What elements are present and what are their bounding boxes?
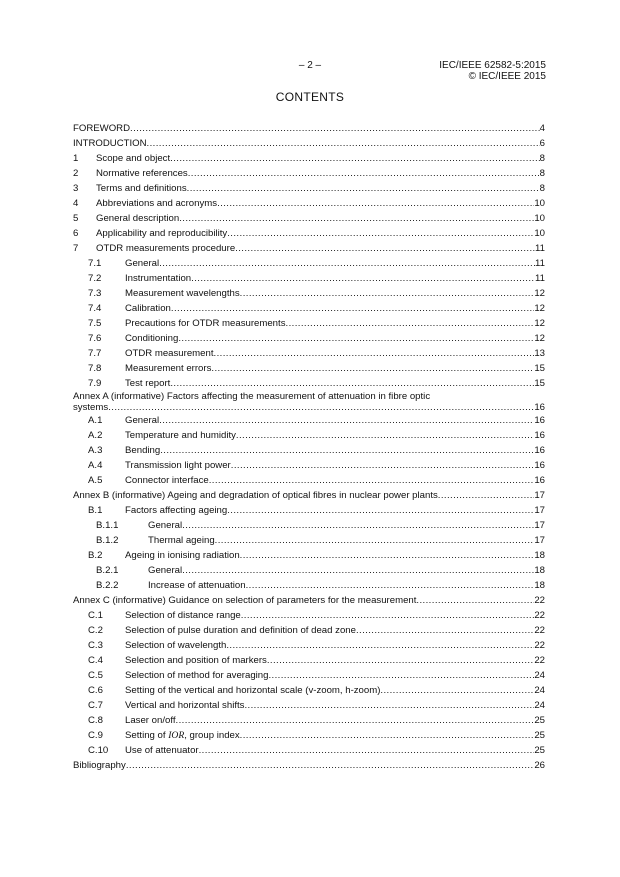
toc-entry-a-3[interactable] [73, 443, 545, 458]
dot-leader [182, 563, 534, 578]
toc-page: 17 [534, 505, 545, 516]
toc-label: Factors affecting ageing [125, 505, 228, 516]
toc-entry-c-1[interactable] [73, 608, 545, 623]
toc-label: Conditioning [125, 333, 179, 344]
toc-number: 1 [73, 153, 79, 164]
toc-entry-1[interactable] [73, 151, 545, 166]
toc-page: 24 [534, 685, 545, 696]
toc-number: B.1.2 [96, 535, 119, 546]
toc-label: Annex B (informative) Ageing and degradation of optical fibres in nuclear power plants [73, 490, 438, 501]
toc-label: Test report [125, 378, 171, 389]
toc-entry-foreword[interactable] [73, 121, 545, 136]
toc-number: 7.8 [88, 363, 102, 374]
toc-page: 4 [539, 123, 545, 134]
toc-number: C.5 [88, 670, 103, 681]
toc-number: B.1 [88, 505, 103, 516]
toc-number: A.5 [88, 475, 103, 486]
toc-label: OTDR measurement [125, 348, 214, 359]
dot-leader [179, 211, 534, 226]
toc-label: Measurement wavelengths [125, 288, 240, 299]
toc-entry-a-5[interactable] [73, 473, 545, 488]
toc-entry-annex-c[interactable] [73, 593, 545, 608]
toc-page: 15 [534, 363, 545, 374]
toc-number: 7.6 [88, 333, 102, 344]
toc-number: A.2 [88, 430, 103, 441]
dot-leader [286, 316, 535, 331]
toc-entry-a-2[interactable] [73, 428, 545, 443]
toc-label: Applicability and reproducibility [96, 228, 228, 239]
toc-label: Annex C (informative) Guidance on selection of parameters for the measurement [73, 595, 417, 606]
toc-label: INTRODUCTION [73, 138, 147, 149]
toc-label: General [125, 415, 160, 426]
toc-number: 3 [73, 183, 79, 194]
toc-number: C.3 [88, 640, 103, 651]
toc-page: 18 [534, 580, 545, 591]
toc-label: Transmission light power [125, 460, 231, 471]
toc-label: Selection of wavelength [125, 640, 227, 651]
toc-page: 12 [534, 333, 545, 344]
toc-number: 7.5 [88, 318, 102, 329]
dot-leader [240, 728, 535, 743]
toc-entry-c-10[interactable] [73, 743, 545, 758]
page-title: CONTENTS [275, 90, 345, 104]
toc-entry-c-2[interactable] [73, 623, 545, 638]
toc-entry-annex-b[interactable] [73, 488, 545, 503]
dot-leader [240, 548, 535, 563]
dot-leader [191, 271, 535, 286]
toc-entry-b-2[interactable] [73, 548, 545, 563]
toc-page: 25 [534, 730, 545, 741]
toc-number: B.1.1 [96, 520, 119, 531]
dot-leader [438, 488, 535, 503]
dot-leader [178, 331, 534, 346]
toc-page: 18 [534, 565, 545, 576]
dot-leader [159, 256, 535, 271]
toc-page: 16 [534, 430, 545, 441]
toc-entry-b-1-1[interactable] [73, 518, 545, 533]
toc-page: 22 [534, 595, 545, 606]
toc-number: 7.3 [88, 288, 102, 299]
toc-page: 12 [534, 318, 545, 329]
toc-label: General description [96, 213, 180, 224]
toc-page: 6 [539, 138, 545, 149]
toc-number: 7.4 [88, 303, 102, 314]
toc-number: C.9 [88, 730, 103, 741]
toc-label-line-1: Annex A (informative) Factors affecting the measurement of attenuation in fibre optic [73, 391, 431, 402]
toc-label: Measurement errors [125, 363, 212, 374]
toc-page: 13 [534, 348, 545, 359]
toc-page: 24 [534, 670, 545, 681]
toc-page: 11 [535, 273, 545, 284]
toc-entry-3[interactable] [73, 181, 545, 196]
toc-entry-7-1[interactable] [73, 256, 545, 271]
toc-number: 7.7 [88, 348, 102, 359]
toc-number: B.2 [88, 550, 103, 561]
toc-page: 17 [534, 535, 545, 546]
toc-entry-7-4[interactable] [73, 301, 545, 316]
toc-label: Connector interface [125, 475, 209, 486]
dot-leader [236, 428, 534, 443]
dot-leader [147, 136, 540, 151]
toc-label: Instrumentation [125, 273, 192, 284]
toc-label: Selection of pulse duration and definition of dead zone [125, 625, 356, 636]
toc-number: C.7 [88, 700, 103, 711]
toc-page: 16 [534, 460, 545, 471]
dot-leader [215, 533, 535, 548]
toc-label: Terms and definitions [96, 183, 187, 194]
toc-label: Abbreviations and acronyms [96, 198, 218, 209]
toc-entry-6[interactable] [73, 226, 545, 241]
dot-leader [235, 241, 535, 256]
toc-label: Bibliography [73, 760, 126, 771]
dot-leader [227, 226, 534, 241]
toc-number: 7 [73, 243, 79, 254]
toc-label: Ageing in ionising radiation [125, 550, 240, 561]
toc-entry-b-1-2[interactable] [73, 533, 545, 548]
toc-page: 10 [534, 213, 545, 224]
dot-leader [226, 638, 534, 653]
toc-number: B.2.2 [96, 580, 119, 591]
dot-leader [126, 758, 535, 773]
toc-entry-bibliography[interactable] [73, 758, 545, 773]
toc-label: Selection of method for averaging [125, 670, 269, 681]
toc-page: 8 [539, 153, 545, 164]
dot-leader [170, 151, 540, 166]
toc-label: Use of attenuator [125, 745, 199, 756]
dot-leader [171, 301, 534, 316]
toc-label: Increase of attenuation [148, 580, 246, 591]
toc-entry-c-3[interactable] [73, 638, 545, 653]
toc-label: Laser on/off [125, 715, 176, 726]
toc-page: 11 [535, 243, 545, 254]
toc-page: 26 [534, 760, 545, 771]
toc-page: 25 [534, 715, 545, 726]
toc-number: A.3 [88, 445, 103, 456]
dot-leader [209, 473, 535, 488]
toc-label-line-2: systems [73, 402, 109, 413]
toc-page: 15 [534, 378, 545, 389]
toc-page: 12 [534, 303, 545, 314]
dot-leader [199, 743, 535, 758]
table-of-contents [73, 121, 545, 773]
dot-leader [187, 181, 540, 196]
toc-page: 8 [539, 168, 545, 179]
toc-page: 10 [534, 228, 545, 239]
toc-number: C.8 [88, 715, 103, 726]
toc-page: 8 [539, 183, 545, 194]
dot-leader [214, 346, 535, 361]
toc-page: 25 [534, 745, 545, 756]
page-number: – 2 – [298, 60, 322, 71]
toc-entry-7-2[interactable] [73, 271, 545, 286]
toc-entry-c-5[interactable] [73, 668, 545, 683]
dot-leader [231, 458, 535, 473]
toc-page: 22 [534, 640, 545, 651]
dot-leader [217, 196, 534, 211]
toc-page: 22 [534, 610, 545, 621]
toc-page: 16 [534, 415, 545, 426]
toc-number: 6 [73, 228, 79, 239]
dot-leader [160, 443, 534, 458]
toc-entry-annex-a[interactable] [73, 391, 545, 413]
toc-label: Thermal ageing [148, 535, 215, 546]
standard-header [439, 60, 546, 82]
toc-number: C.10 [88, 745, 109, 756]
dot-leader [159, 413, 534, 428]
toc-number: 7.2 [88, 273, 102, 284]
dot-leader [188, 166, 540, 181]
toc-entry-c-7[interactable] [73, 698, 545, 713]
toc-label: Selection and position of markers [125, 655, 267, 666]
dot-leader [356, 623, 534, 638]
dot-leader [240, 286, 535, 301]
toc-entry-2[interactable] [73, 166, 545, 181]
dot-leader [227, 503, 534, 518]
toc-entry-7-6[interactable] [73, 331, 545, 346]
toc-label: FOREWORD [73, 123, 131, 134]
dot-leader [268, 668, 534, 683]
toc-number: C.4 [88, 655, 103, 666]
toc-page: 16 [534, 475, 545, 486]
toc-label [125, 728, 240, 743]
toc-entry-a-1[interactable] [73, 413, 545, 428]
toc-entry-introduction[interactable] [73, 136, 545, 151]
toc-label: OTDR measurements procedure [96, 243, 236, 254]
toc-label-italic: IOR [168, 730, 185, 741]
toc-page: 10 [534, 198, 545, 209]
toc-page: 24 [534, 700, 545, 711]
standard-id: IEC/IEEE 62582-5:2015 [439, 60, 546, 71]
toc-label-prefix: Setting of [125, 730, 169, 741]
toc-number: C.6 [88, 685, 103, 696]
toc-number: 7.1 [88, 258, 102, 269]
toc-entry-c-8[interactable] [73, 713, 545, 728]
dot-leader [416, 593, 534, 608]
toc-label: General [125, 258, 160, 269]
toc-label: Normative references [96, 168, 188, 179]
dot-leader [241, 608, 535, 623]
toc-entry-c-9[interactable] [73, 728, 545, 743]
dot-leader [176, 713, 535, 728]
dot-leader [380, 683, 534, 698]
toc-page: 12 [534, 288, 545, 299]
toc-entry-7-9[interactable] [73, 376, 545, 391]
toc-number: 2 [73, 168, 79, 179]
toc-number: A.4 [88, 460, 103, 471]
toc-label: Selection of distance range [125, 610, 241, 621]
toc-entry-7[interactable] [73, 241, 545, 256]
toc-entry-a-4[interactable] [73, 458, 545, 473]
toc-label: General [148, 565, 183, 576]
toc-number: A.1 [88, 415, 103, 426]
toc-number: 4 [73, 198, 79, 209]
dot-leader [130, 121, 540, 136]
toc-entry-5[interactable] [73, 211, 545, 226]
toc-entry-4[interactable] [73, 196, 545, 211]
toc-number: C.2 [88, 625, 103, 636]
toc-entry-c-6[interactable] [73, 683, 545, 698]
toc-page: 17 [534, 520, 545, 531]
toc-label: Temperature and humidity [125, 430, 236, 441]
toc-label: Bending [125, 445, 161, 456]
toc-entry-7-5[interactable] [73, 316, 545, 331]
toc-entry-b-2-1[interactable] [73, 563, 545, 578]
dot-leader [182, 518, 534, 533]
toc-entry-b-1[interactable] [73, 503, 545, 518]
toc-entry-7-7[interactable] [73, 346, 545, 361]
toc-number: C.1 [88, 610, 103, 621]
toc-entry-7-8[interactable] [73, 361, 545, 376]
toc-label: Calibration [125, 303, 171, 314]
toc-page: 22 [534, 655, 545, 666]
toc-entry-7-3[interactable] [73, 286, 545, 301]
copyright-notice: © IEC/IEEE 2015 [468, 71, 546, 82]
dot-leader [246, 578, 535, 593]
toc-number: 5 [73, 213, 79, 224]
toc-page: 16 [534, 402, 545, 413]
dot-leader [211, 361, 534, 376]
toc-number: 7.9 [88, 378, 102, 389]
dot-leader [170, 376, 534, 391]
dot-leader [244, 698, 534, 713]
toc-label: General [148, 520, 183, 531]
toc-entry-b-2-2[interactable] [73, 578, 545, 593]
dot-leader [267, 653, 534, 668]
toc-page: 11 [535, 258, 545, 269]
toc-page: 17 [534, 490, 545, 501]
toc-page: 16 [534, 445, 545, 456]
toc-page: 22 [534, 625, 545, 636]
toc-label: Vertical and horizontal shifts [125, 700, 245, 711]
toc-label: Scope and object [96, 153, 171, 164]
toc-label: Precautions for OTDR measurements [125, 318, 286, 329]
toc-label: Setting of the vertical and horizontal scale (v-zoom, h-zoom) [125, 685, 381, 696]
toc-entry-c-4[interactable] [73, 653, 545, 668]
toc-number: B.2.1 [96, 565, 119, 576]
dot-leader [108, 402, 534, 413]
toc-page: 18 [534, 550, 545, 561]
toc-label-suffix: , group index [184, 730, 240, 741]
